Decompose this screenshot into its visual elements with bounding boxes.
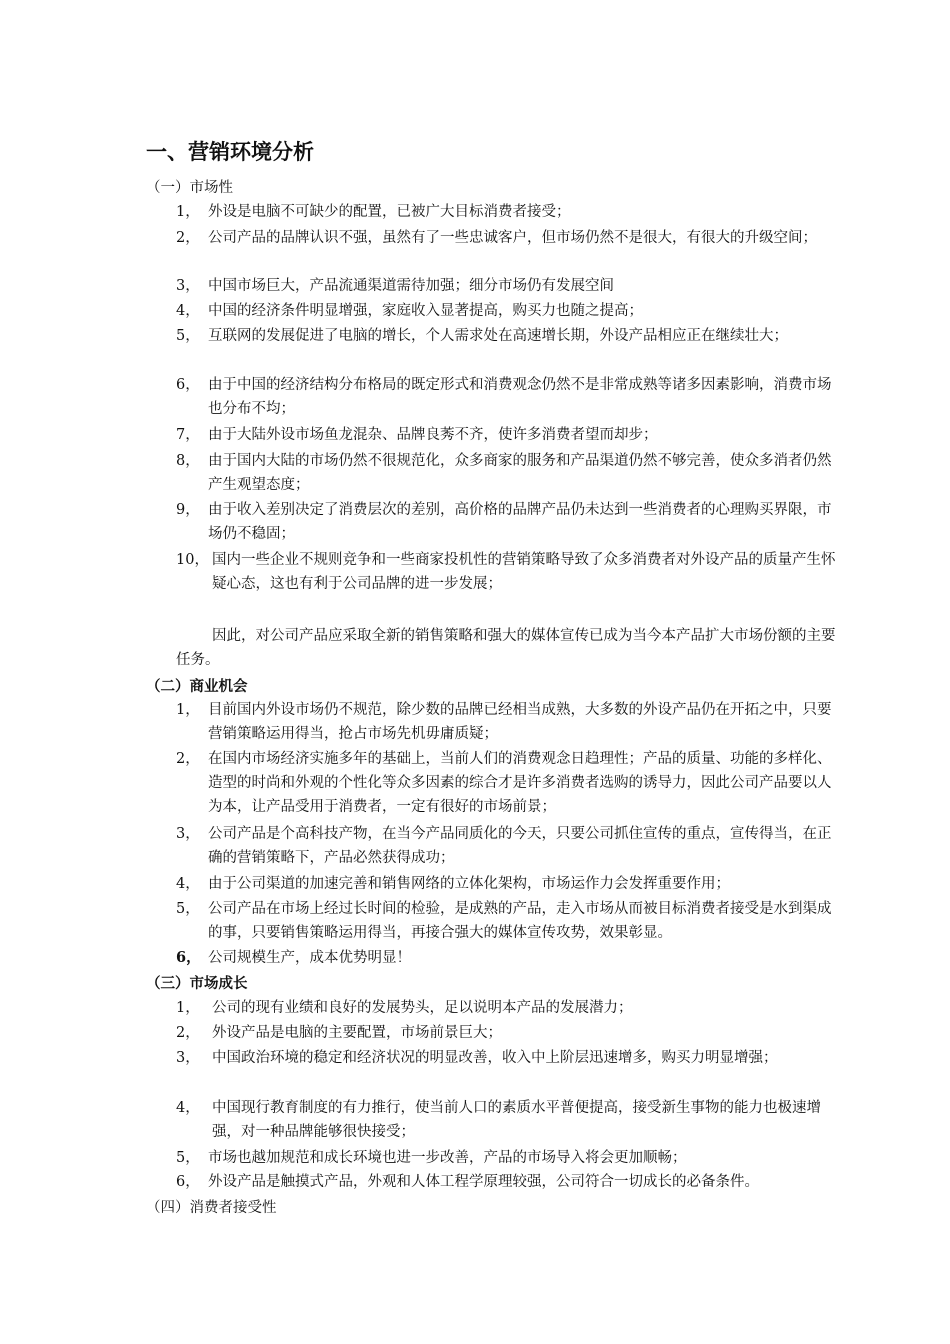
item-text: 国内一些企业不规则竞争和一些商家投机性的营销策略导致了众多消费者对外设产品的质量产生怀疑心态，这也有利于公司品牌的进一步发展； xyxy=(212,552,836,592)
list-item xyxy=(176,1046,836,1070)
item-number: 10， xyxy=(176,552,209,568)
item-text: 外设产品是电脑的主要配置，市场前景巨大； xyxy=(212,1025,502,1041)
item-text: 中国的经济条件明显增强，家庭收入显著提高，购买力也随之提高； xyxy=(208,303,643,319)
conclusion-paragraph: 因此，对公司产品应采取全新的销售策略和强大的媒体宣传已成为当今本产品扩大市场份额的主要任务。 xyxy=(176,628,836,668)
item-text: 目前国内外设市场仍不规范，除少数的品牌已经相当成熟，大多数的外设产品仍在开拓之中，只要营销策略运用得当，抢占市场先机毋庸质疑； xyxy=(208,702,832,742)
item-text: 市场也越加规范和成长环境也进一步改善，产品的市场导入将会更加顺畅； xyxy=(208,1150,687,1166)
list-item xyxy=(176,200,836,224)
item-number: 6， xyxy=(176,949,201,966)
list-item xyxy=(176,1096,836,1144)
item-number: 4， xyxy=(176,303,200,319)
list-item xyxy=(176,498,836,546)
item-number: 1， xyxy=(176,204,200,220)
item-text: 公司产品在市场上经过长时间的检验，是成熟的产品，走入市场从而被目标消费者接受是水到渠成的事，只要销售策略运用得当，再接合强大的媒体宣传攻势，效果彰显。 xyxy=(208,901,832,941)
list-item xyxy=(176,1021,836,1045)
item-text: 公司产品是个高科技产物，在当今产品同质化的今天，只要公司抓住宣传的重点，宣传得当，在正确的营销策略下，产品必然获得成功； xyxy=(208,826,832,866)
list-item xyxy=(176,373,836,421)
item-number: 8， xyxy=(176,453,200,469)
item-text: 中国市场巨大，产品流通渠道需待加强；细分市场仍有发展空间 xyxy=(208,278,614,294)
list-item xyxy=(176,822,836,870)
section-heading-market-growth: （三）市场成长 xyxy=(146,975,248,992)
section-heading-business-opportunity: （二）商业机会 xyxy=(146,678,248,695)
item-number: 9， xyxy=(176,502,200,518)
list-item xyxy=(176,423,836,447)
document-title: 一、营销环境分析 xyxy=(146,140,314,164)
item-number: 4， xyxy=(176,876,200,892)
list-item xyxy=(176,747,836,819)
item-number: 6， xyxy=(176,1174,200,1190)
list-item xyxy=(176,897,836,945)
item-text: 外设是电脑不可缺少的配置，已被广大目标消费者接受； xyxy=(208,204,571,220)
item-text: 公司规模生产，成本优势明显！ xyxy=(208,950,411,966)
list-item xyxy=(176,872,836,896)
item-text: 由于公司渠道的加速完善和销售网络的立体化架构，市场运作力会发挥重要作用； xyxy=(208,876,730,892)
item-number: 4， xyxy=(176,1100,200,1116)
item-number: 2， xyxy=(176,1025,200,1041)
item-number: 1， xyxy=(176,1000,200,1016)
list-item xyxy=(176,698,836,746)
item-text: 中国现行教育制度的有力推行，使当前人口的素质水平普便提高，接受新生事物的能力也极速增强，对一种品牌能够很快接受； xyxy=(212,1100,821,1140)
list-item xyxy=(176,299,836,323)
item-text: 外设产品是触摸式产品，外观和人体工程学原理较强，公司符合一切成长的必备条件。 xyxy=(208,1174,759,1190)
item-number: 3， xyxy=(176,1050,200,1066)
section-heading-market: （一）市场性 xyxy=(146,180,233,196)
list-item xyxy=(176,996,836,1020)
list-item xyxy=(176,548,836,596)
item-text: 由于收入差别决定了消费层次的差别，高价格的品牌产品仍未达到一些消费者的心理购买界限，市场仍不稳固； xyxy=(208,502,832,542)
list-item xyxy=(176,946,836,970)
item-number: 6， xyxy=(176,377,200,393)
item-text: 公司产品的品牌认识不强，虽然有了一些忠诚客户，但市场仍然不是很大，有很大的升级空间； xyxy=(208,230,817,246)
list-item xyxy=(176,274,836,298)
item-number: 2， xyxy=(176,751,200,767)
item-text: 由于大陆外设市场鱼龙混杂、品牌良莠不齐，使许多消费者望而却步； xyxy=(208,427,658,443)
item-number: 3， xyxy=(176,278,200,294)
list-item xyxy=(176,226,836,250)
item-text: 中国政治环境的稳定和经济状况的明显改善，收入中上阶层迅速增多，购买力明显增强； xyxy=(212,1050,778,1066)
list-item xyxy=(176,1170,836,1194)
item-number: 2， xyxy=(176,230,200,246)
list-item xyxy=(176,324,836,348)
item-text: 由于中国的经济结构分布格局的既定形式和消费观念仍然不是非常成熟等诸多因素影响，消费市场也分布不均； xyxy=(208,377,832,417)
list-item xyxy=(176,1146,836,1170)
item-number: 5， xyxy=(176,901,200,917)
list-item xyxy=(176,449,836,497)
item-number: 5， xyxy=(176,1150,200,1166)
item-number: 3， xyxy=(176,826,200,842)
section-heading-consumer-acceptance: （四）消费者接受性 xyxy=(146,1200,277,1216)
item-text: 互联网的发展促进了电脑的增长，个人需求处在高速增长期，外设产品相应正在继续壮大； xyxy=(208,328,788,344)
item-number: 1， xyxy=(176,702,200,718)
item-text: 由于国内大陆的市场仍然不很规范化，众多商家的服务和产品渠道仍然不够完善，使众多消者仍然产生观望态度； xyxy=(208,453,832,493)
item-text: 在国内市场经济实施多年的基础上，当前人们的消费观念日趋理性；产品的质量、功能的多样化、造型的时尚和外观的个性化等众多因素的综合才是许多消费者选购的诱导力，因此公司产品要以人为本，让产品受用于消费者，一定有很好的市场前景； xyxy=(208,751,832,815)
item-number: 5， xyxy=(176,328,200,344)
item-text: 公司的现有业绩和良好的发展势头，足以说明本产品的发展潜力； xyxy=(212,1000,633,1016)
item-number: 7， xyxy=(176,427,200,443)
